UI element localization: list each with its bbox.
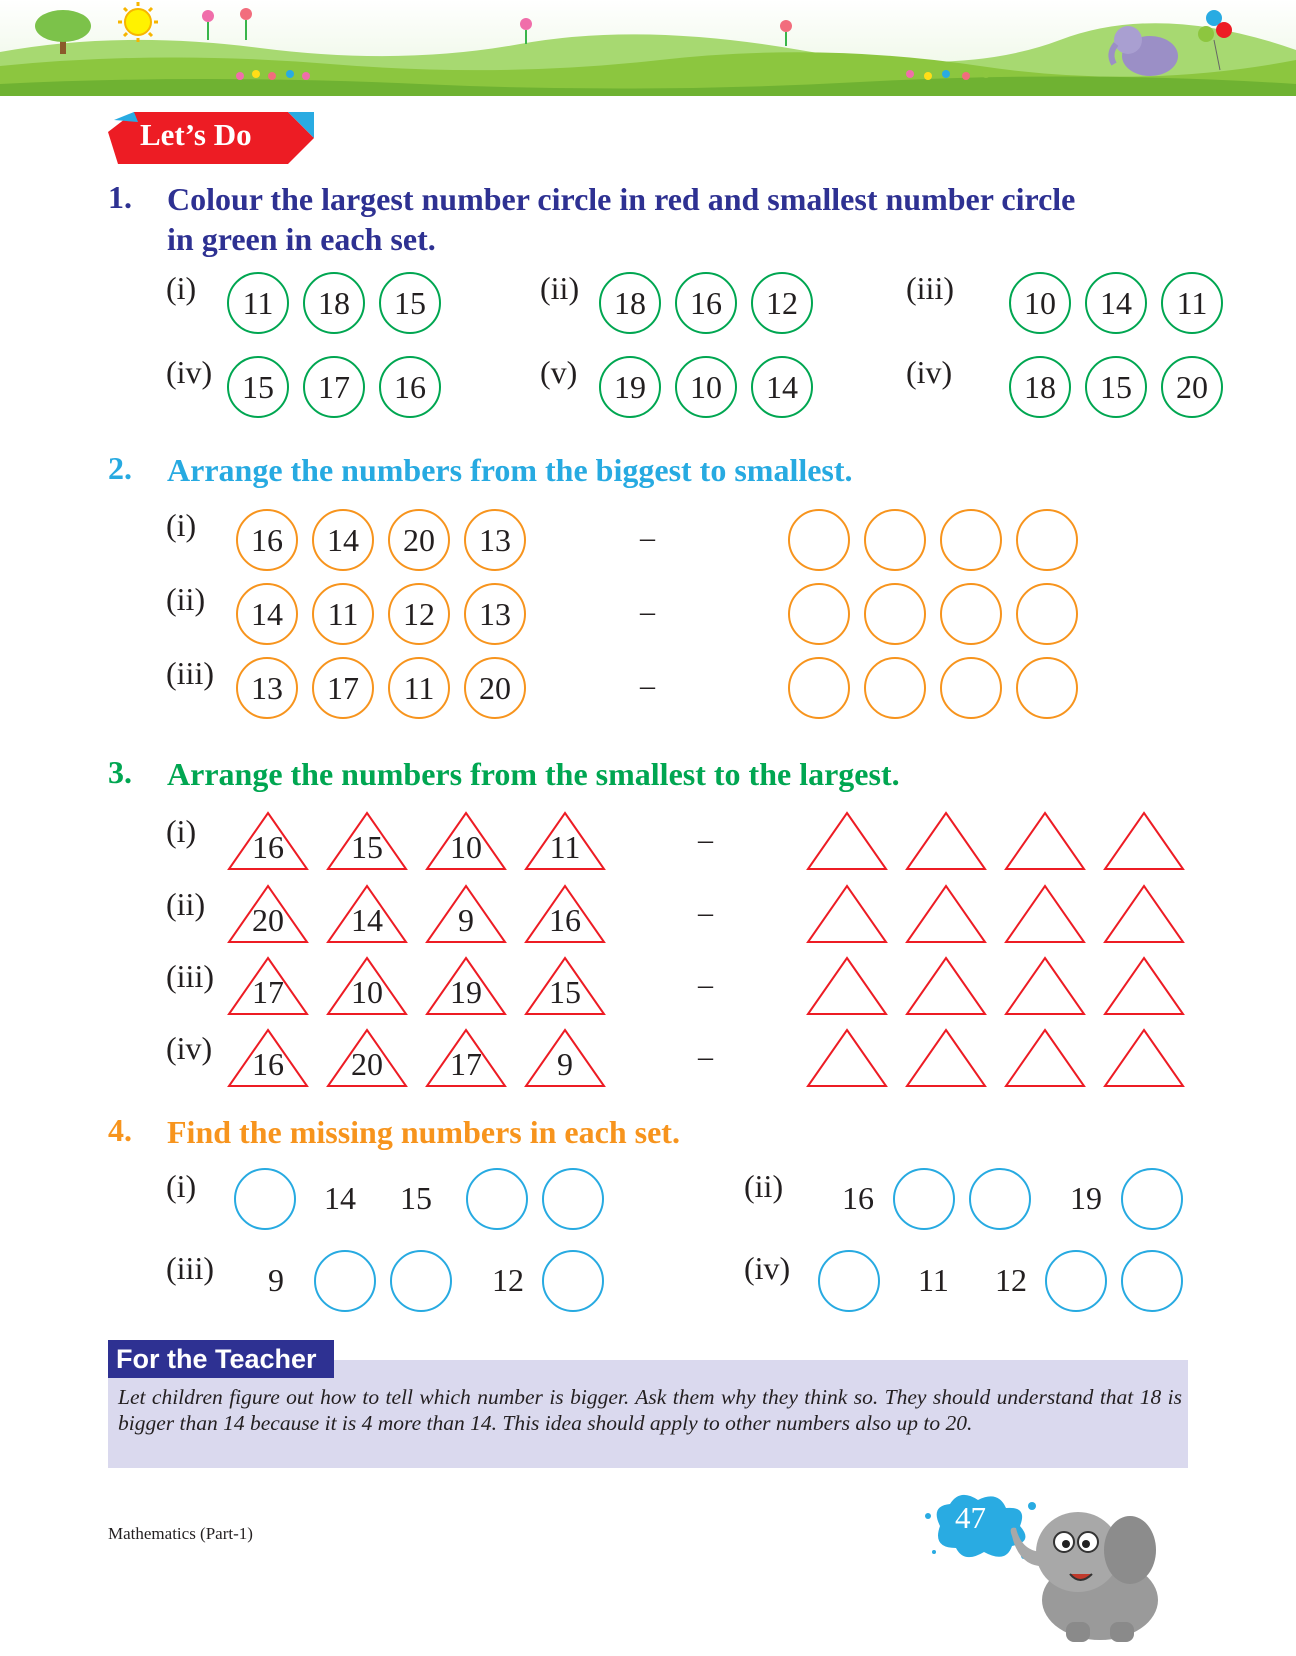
number-triangle	[425, 811, 507, 871]
row-label: (ii)	[166, 886, 206, 922]
row-label: (iv)	[166, 1030, 213, 1066]
number-circle: 12	[388, 583, 450, 645]
set-label: (iv)	[744, 1250, 791, 1286]
triangle-number: 20	[252, 902, 284, 938]
triangle-number: 10	[351, 974, 383, 1010]
number-triangle	[326, 811, 408, 871]
triangle-number: 19	[450, 974, 482, 1010]
number-circle: 13	[464, 583, 526, 645]
number-triangle	[227, 956, 309, 1016]
answer-circle	[1016, 583, 1078, 645]
number-circle: 11	[388, 657, 450, 719]
question-1-number: 1.	[108, 179, 132, 215]
answer-triangle	[1103, 811, 1185, 871]
number-circle: 18	[1009, 356, 1071, 418]
answer-triangle	[905, 884, 987, 944]
dash-separator: –	[698, 1040, 713, 1073]
header-meadow-illustration	[0, 0, 1296, 96]
question-1-text-line1: Colour the largest number circle in red and smallest number circle	[167, 181, 1076, 217]
number-triangle	[326, 1028, 408, 1088]
answer-triangle	[1004, 884, 1086, 944]
elephant-mascot-icon	[1000, 1490, 1170, 1650]
answer-circle	[864, 657, 926, 719]
number-triangle	[326, 884, 408, 944]
given-number: 15	[400, 1180, 432, 1216]
dash-separator: –	[698, 896, 713, 929]
teacher-note-label: For the Teacher	[108, 1340, 334, 1378]
blank-circle	[1045, 1250, 1107, 1312]
number-circle: 16	[675, 272, 737, 334]
number-circle: 17	[312, 657, 374, 719]
number-circle: 11	[1161, 272, 1223, 334]
number-circle: 20	[1161, 356, 1223, 418]
number-circle: 18	[599, 272, 661, 334]
answer-circle	[864, 509, 926, 571]
number-circle: 12	[751, 272, 813, 334]
set-label: (v)	[540, 354, 578, 390]
blank-circle	[542, 1250, 604, 1312]
given-number: 19	[1070, 1180, 1102, 1216]
number-circle: 14	[1085, 272, 1147, 334]
question-4-number: 4.	[108, 1112, 132, 1148]
blank-circle	[969, 1168, 1031, 1230]
teacher-note-text: Let children figure out how to tell which number is bigger. Ask them why they think so. They should understand that 18 is bigger than 14 because it is 4 more than 14. This idea should apply to other numbers also up to 20.	[118, 1385, 1182, 1435]
triangle-number: 17	[450, 1046, 482, 1082]
answer-triangle	[905, 1028, 987, 1088]
question-1-text-line2: in green in each set.	[167, 221, 436, 257]
answer-circle	[788, 657, 850, 719]
page-number: 47	[955, 1500, 986, 1535]
number-triangle	[227, 811, 309, 871]
dash-separator: –	[640, 521, 655, 554]
blank-circle	[818, 1250, 880, 1312]
given-number: 12	[492, 1262, 524, 1298]
blank-circle	[390, 1250, 452, 1312]
blank-circle	[234, 1168, 296, 1230]
set-label: (iv)	[906, 354, 953, 390]
answer-circle	[940, 657, 1002, 719]
row-label: (iii)	[166, 958, 214, 994]
number-circle: 16	[379, 356, 441, 418]
number-circle: 18	[303, 272, 365, 334]
number-circle: 11	[227, 272, 289, 334]
triangle-number: 9	[557, 1046, 573, 1082]
number-triangle	[524, 956, 606, 1016]
given-number: 12	[995, 1262, 1027, 1298]
dash-separator: –	[698, 968, 713, 1001]
answer-triangle	[1004, 956, 1086, 1016]
answer-triangle	[1103, 884, 1185, 944]
number-circle: 20	[464, 657, 526, 719]
answer-triangle	[1103, 1028, 1185, 1088]
blank-circle	[466, 1168, 528, 1230]
set-label: (ii)	[540, 270, 580, 306]
number-circle: 17	[303, 356, 365, 418]
number-circle: 15	[227, 356, 289, 418]
blank-circle	[542, 1168, 604, 1230]
dash-separator: –	[640, 669, 655, 702]
triangle-number: 20	[351, 1046, 383, 1082]
triangle-number: 11	[549, 829, 581, 865]
set-label: (i)	[166, 270, 197, 306]
answer-triangle	[806, 956, 888, 1016]
answer-circle	[940, 509, 1002, 571]
row-label: (i)	[166, 813, 197, 849]
number-circle: 15	[1085, 356, 1147, 418]
given-number: 9	[268, 1262, 284, 1298]
book-title: Mathematics (Part-1)	[108, 1524, 253, 1543]
triangle-number: 15	[549, 974, 581, 1010]
triangle-number: 14	[351, 902, 383, 938]
set-label: (i)	[166, 1168, 197, 1204]
set-label: (iii)	[906, 270, 954, 306]
triangle-number: 9	[458, 902, 474, 938]
triangle-number: 16	[549, 902, 581, 938]
triangle-number: 17	[252, 974, 284, 1010]
number-triangle	[425, 1028, 507, 1088]
answer-triangle	[806, 1028, 888, 1088]
set-label: (iii)	[166, 1250, 214, 1286]
sun-icon	[118, 2, 158, 42]
triangle-number: 15	[351, 829, 383, 865]
answer-circle	[788, 583, 850, 645]
answer-triangle	[905, 956, 987, 1016]
number-triangle	[227, 884, 309, 944]
answer-circle	[940, 583, 1002, 645]
triangle-number: 16	[252, 1046, 284, 1082]
number-triangle	[326, 956, 408, 1016]
number-triangle	[524, 1028, 606, 1088]
answer-circle	[1016, 657, 1078, 719]
number-circle: 14	[312, 509, 374, 571]
row-label: (ii)	[166, 581, 206, 617]
number-circle: 10	[675, 356, 737, 418]
row-label: (i)	[166, 507, 197, 543]
number-triangle	[227, 1028, 309, 1088]
question-3-text: Arrange the numbers from the smallest to the largest.	[167, 756, 900, 792]
dash-separator: –	[698, 823, 713, 856]
number-triangle	[524, 884, 606, 944]
answer-circle	[1016, 509, 1078, 571]
given-number: 11	[918, 1262, 949, 1298]
blank-circle	[893, 1168, 955, 1230]
set-label: (iv)	[166, 354, 213, 390]
number-circle: 16	[236, 509, 298, 571]
lets-do-title: Let’s Do	[140, 117, 252, 152]
answer-triangle	[806, 811, 888, 871]
number-circle: 13	[464, 509, 526, 571]
given-number: 16	[842, 1180, 874, 1216]
number-circle: 15	[379, 272, 441, 334]
number-circle: 11	[312, 583, 374, 645]
answer-triangle	[806, 884, 888, 944]
number-triangle	[425, 884, 507, 944]
answer-triangle	[1103, 956, 1185, 1016]
set-label: (ii)	[744, 1168, 784, 1204]
question-3-number: 3.	[108, 754, 132, 790]
number-circle: 20	[388, 509, 450, 571]
number-triangle	[425, 956, 507, 1016]
row-label: (iii)	[166, 655, 214, 691]
triangle-number: 16	[252, 829, 284, 865]
triangle-number: 10	[450, 829, 482, 865]
question-4-text: Find the missing numbers in each set.	[167, 1114, 680, 1150]
answer-triangle	[1004, 811, 1086, 871]
number-circle: 14	[236, 583, 298, 645]
given-number: 14	[324, 1180, 356, 1216]
question-2-number: 2.	[108, 450, 132, 486]
answer-circle	[864, 583, 926, 645]
dash-separator: –	[640, 595, 655, 628]
number-circle: 19	[599, 356, 661, 418]
number-circle: 13	[236, 657, 298, 719]
number-triangle	[524, 811, 606, 871]
answer-triangle	[1004, 1028, 1086, 1088]
answer-circle	[788, 509, 850, 571]
blank-circle	[1121, 1250, 1183, 1312]
question-2-text: Arrange the numbers from the biggest to smallest.	[167, 452, 853, 488]
number-circle: 10	[1009, 272, 1071, 334]
number-circle: 14	[751, 356, 813, 418]
blank-circle	[314, 1250, 376, 1312]
answer-triangle	[905, 811, 987, 871]
blank-circle	[1121, 1168, 1183, 1230]
